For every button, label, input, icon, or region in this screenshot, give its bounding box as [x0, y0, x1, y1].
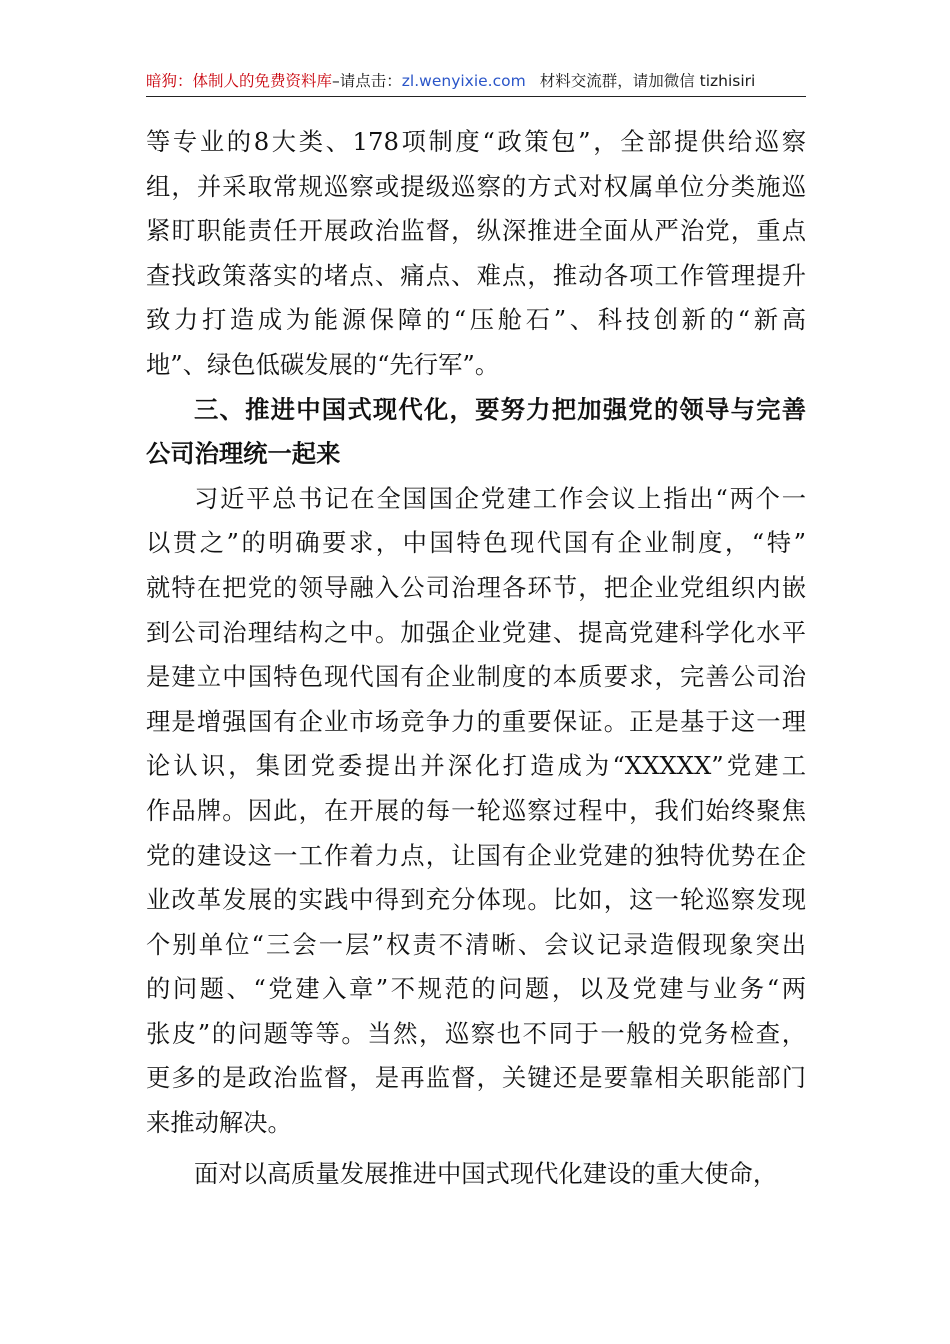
text-line: 个别单位“三会一层”权责不清晰、会议记录造假现象突出: [146, 929, 806, 959]
text-line: 以贯之”的明确要求，中国特色现代国有企业制度，“特”: [146, 528, 806, 558]
header-contact: 材料交流群，请加微信 tizhisiri: [539, 72, 756, 90]
text-line: 理是增强国有企业市场竞争力的重要保证。正是基于这一理: [146, 706, 806, 736]
text-line: 致力打造成为能源保障的“压舱石”、科技创新的“新高: [146, 305, 806, 335]
section-heading: 公司治理统一起来: [146, 439, 341, 469]
text-line: 地”、绿色低碳发展的“先行军”。: [146, 349, 500, 379]
section-heading: 三、推进中国式现代化，要努力把加强党的领导与完善: [194, 394, 806, 424]
text-line: 论认识，集团党委提出并深化打造成为“XXXXX”党建工: [146, 751, 806, 781]
header-divider: [146, 96, 806, 97]
text-line: 是建立中国特色现代国有企业制度的本质要求，完善公司治: [146, 662, 806, 692]
text-line: 查找政策落实的堵点、痛点、难点，推动各项工作管理提升: [146, 260, 806, 290]
text-line: 到公司治理结构之中。加强企业党建、提高党建科学化水平: [146, 617, 806, 647]
text-line: 等专业的8大类、178项制度“政策包”，全部提供给巡察: [146, 127, 806, 156]
text-line: 党的建设这一工作着力点，让国有企业党建的独特优势在企: [146, 840, 806, 870]
text-line: 习近平总书记在全国国企党建工作会议上指出“两个一: [194, 483, 806, 513]
text-line: 作品牌。因此，在开展的每一轮巡察过程中，我们始终聚焦: [146, 795, 806, 825]
document-body: [146, 120, 806, 1196]
text-line: 的问题、“党建入章”不规范的问题，以及党建与业务“两: [146, 974, 806, 1004]
header-link[interactable]: zl.wenyixie.com: [401, 72, 526, 90]
text-line: 组，并采取常规巡察或提级巡察的方式对权属单位分类施巡: [146, 171, 806, 201]
text-line: 紧盯职能责任开展政治监督，纵深推进全面从严治党，重点: [146, 216, 806, 246]
text-line: 业改革发展的实践中得到充分体现。比如，这一轮巡察发现: [146, 885, 806, 915]
header-brand: 暗狗：体制人的免费资料库: [146, 72, 333, 90]
page-header: [146, 68, 806, 94]
text-line: 就特在把党的领导融入公司治理各环节，把企业党组织内嵌: [146, 572, 806, 602]
text-line: 张皮”的问题等等。当然，巡察也不同于一般的党务检查，: [146, 1018, 806, 1048]
header-prompt: –请点击：: [332, 72, 402, 90]
text-line: 面对以高质量发展推进中国式现代化建设的重大使命，: [194, 1158, 778, 1188]
text-line: 来推动解决。: [146, 1108, 292, 1138]
text-line: 更多的是政治监督，是再监督，关键还是要靠相关职能部门: [146, 1063, 806, 1093]
